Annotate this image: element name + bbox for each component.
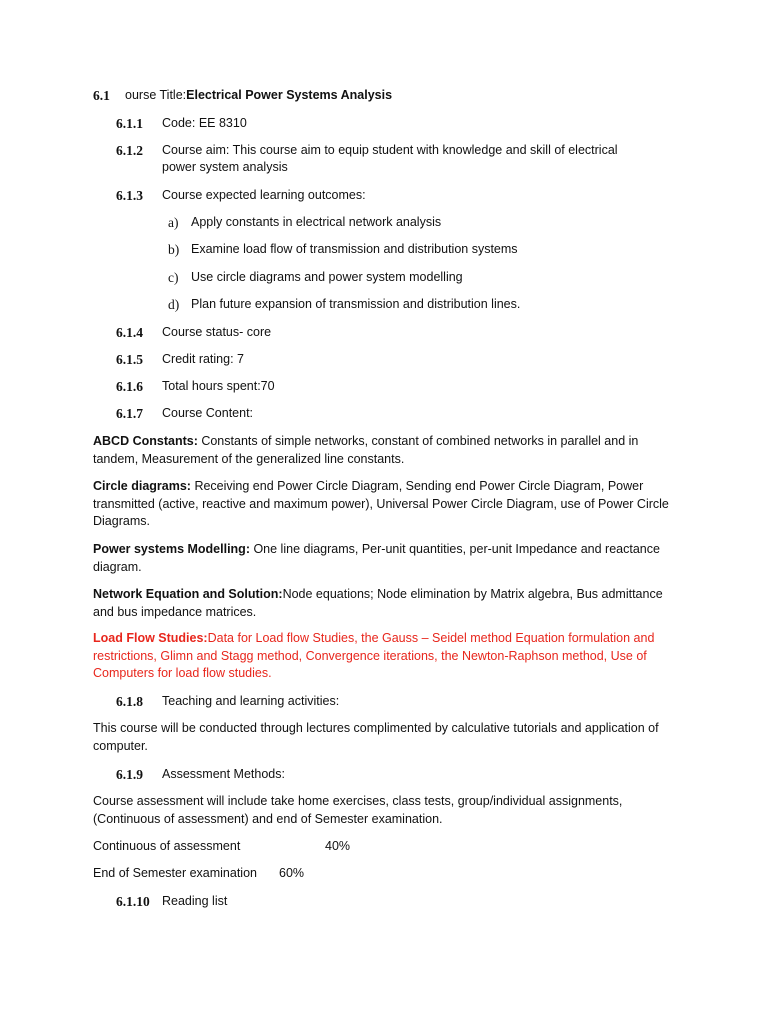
abcd-constants-label: ABCD Constants: <box>93 434 198 448</box>
outcome-item: Apply constants in electrical network analysis <box>191 215 442 229</box>
continuous-assessment-value: 40% <box>325 839 351 853</box>
item-number-aim: 6.1.2 <box>116 143 143 158</box>
load-flow-label: Load Flow Studies: <box>93 631 208 645</box>
total-hours: Total hours spent:70 <box>162 379 275 393</box>
outcome-letter: a) <box>168 215 179 230</box>
item-number-outcomes: 6.1.3 <box>116 188 143 203</box>
credit-rating: Credit rating: 7 <box>162 352 244 366</box>
outcome-letter: b) <box>168 242 180 257</box>
load-flow-paragraph <box>93 630 683 683</box>
item-number-hours: 6.1.6 <box>116 379 143 394</box>
item-number-reading: 6.1.10 <box>116 894 150 909</box>
course-aim-line-2: power system analysis <box>162 160 288 174</box>
end-semester-label: End of Semester examination <box>93 866 257 880</box>
course-status: Course status- core <box>162 325 272 339</box>
network-equation-label: Network Equation and Solution: <box>93 587 283 601</box>
assessment-paragraph: Course assessment will include take home exercises, class tests, group/individual assignments, (Continuous of assessment) and end of Semester examination. <box>93 794 623 826</box>
end-semester-value: 60% <box>279 866 305 880</box>
outcome-item: Examine load flow of transmission and distribution systems <box>191 242 518 256</box>
teaching-paragraph: This course will be conducted through lectures complimented by calculative tutorials and application of computer. <box>93 721 659 753</box>
item-number-teaching: 6.1.8 <box>116 694 143 709</box>
assessment-heading: Assessment Methods: <box>162 767 285 781</box>
circle-diagrams-label: Circle diagrams: <box>93 479 191 493</box>
reading-list-heading: Reading list <box>162 894 228 908</box>
network-equation-paragraph <box>93 586 683 621</box>
item-number-status: 6.1.4 <box>116 325 143 340</box>
course-aim-line-1: Course aim: This course aim to equip student with knowledge and skill of electrical <box>162 143 618 157</box>
circle-diagrams-text: Receiving end Power Circle Diagram, Sending end Power Circle Diagram, Power transmitted (active, reactive and maximum power), Universal Power Circle Diagram, use of Power Circle Diagrams. <box>93 479 669 528</box>
outcome-item: Plan future expansion of transmission and distribution lines. <box>191 297 521 311</box>
course-code: Code: EE 8310 <box>162 116 247 130</box>
outcome-letter: c) <box>168 270 179 285</box>
item-number-assessment: 6.1.9 <box>116 767 143 782</box>
power-modelling-label: Power systems Modelling: <box>93 542 250 556</box>
outcome-letter: d) <box>168 297 180 312</box>
load-flow-text: Data for Load flow Studies, the Gauss – Seidel method Equation formulation and restrictions, Glimn and Stagg method, Convergence iterations, the Newton-Raphson method, Use of Computers for load flow studies. <box>93 631 655 680</box>
outcome-item: Use circle diagrams and power system modelling <box>191 270 463 284</box>
course-content-heading: Course Content: <box>162 406 254 420</box>
abcd-constants-paragraph <box>93 433 683 468</box>
item-number-credit: 6.1.5 <box>116 352 143 367</box>
abcd-constants-text: Constants of simple networks, constant of combined networks in parallel and in tandem, Measurement of the generalized line constants. <box>93 434 639 466</box>
network-equation-text: Node equations; Node elimination by Matrix algebra, Bus admittance and bus impedance matrices. <box>93 587 663 619</box>
circle-diagrams-paragraph <box>93 478 683 531</box>
course-title-prefix: ourse Title: <box>125 88 187 102</box>
course-title: Electrical Power Systems Analysis <box>186 88 393 102</box>
item-number-content: 6.1.7 <box>116 406 143 421</box>
section-number: 6.1 <box>93 88 110 103</box>
course-title-line <box>125 87 392 105</box>
continuous-assessment-label: Continuous of assessment <box>93 839 241 853</box>
item-number-code: 6.1.1 <box>116 116 143 131</box>
teaching-heading: Teaching and learning activities: <box>162 694 340 708</box>
outcomes-heading: Course expected learning outcomes: <box>162 188 366 202</box>
power-modelling-text: One line diagrams, Per-unit quantities, per-unit Impedance and reactance diagram. <box>93 542 660 574</box>
power-modelling-paragraph <box>93 541 683 576</box>
